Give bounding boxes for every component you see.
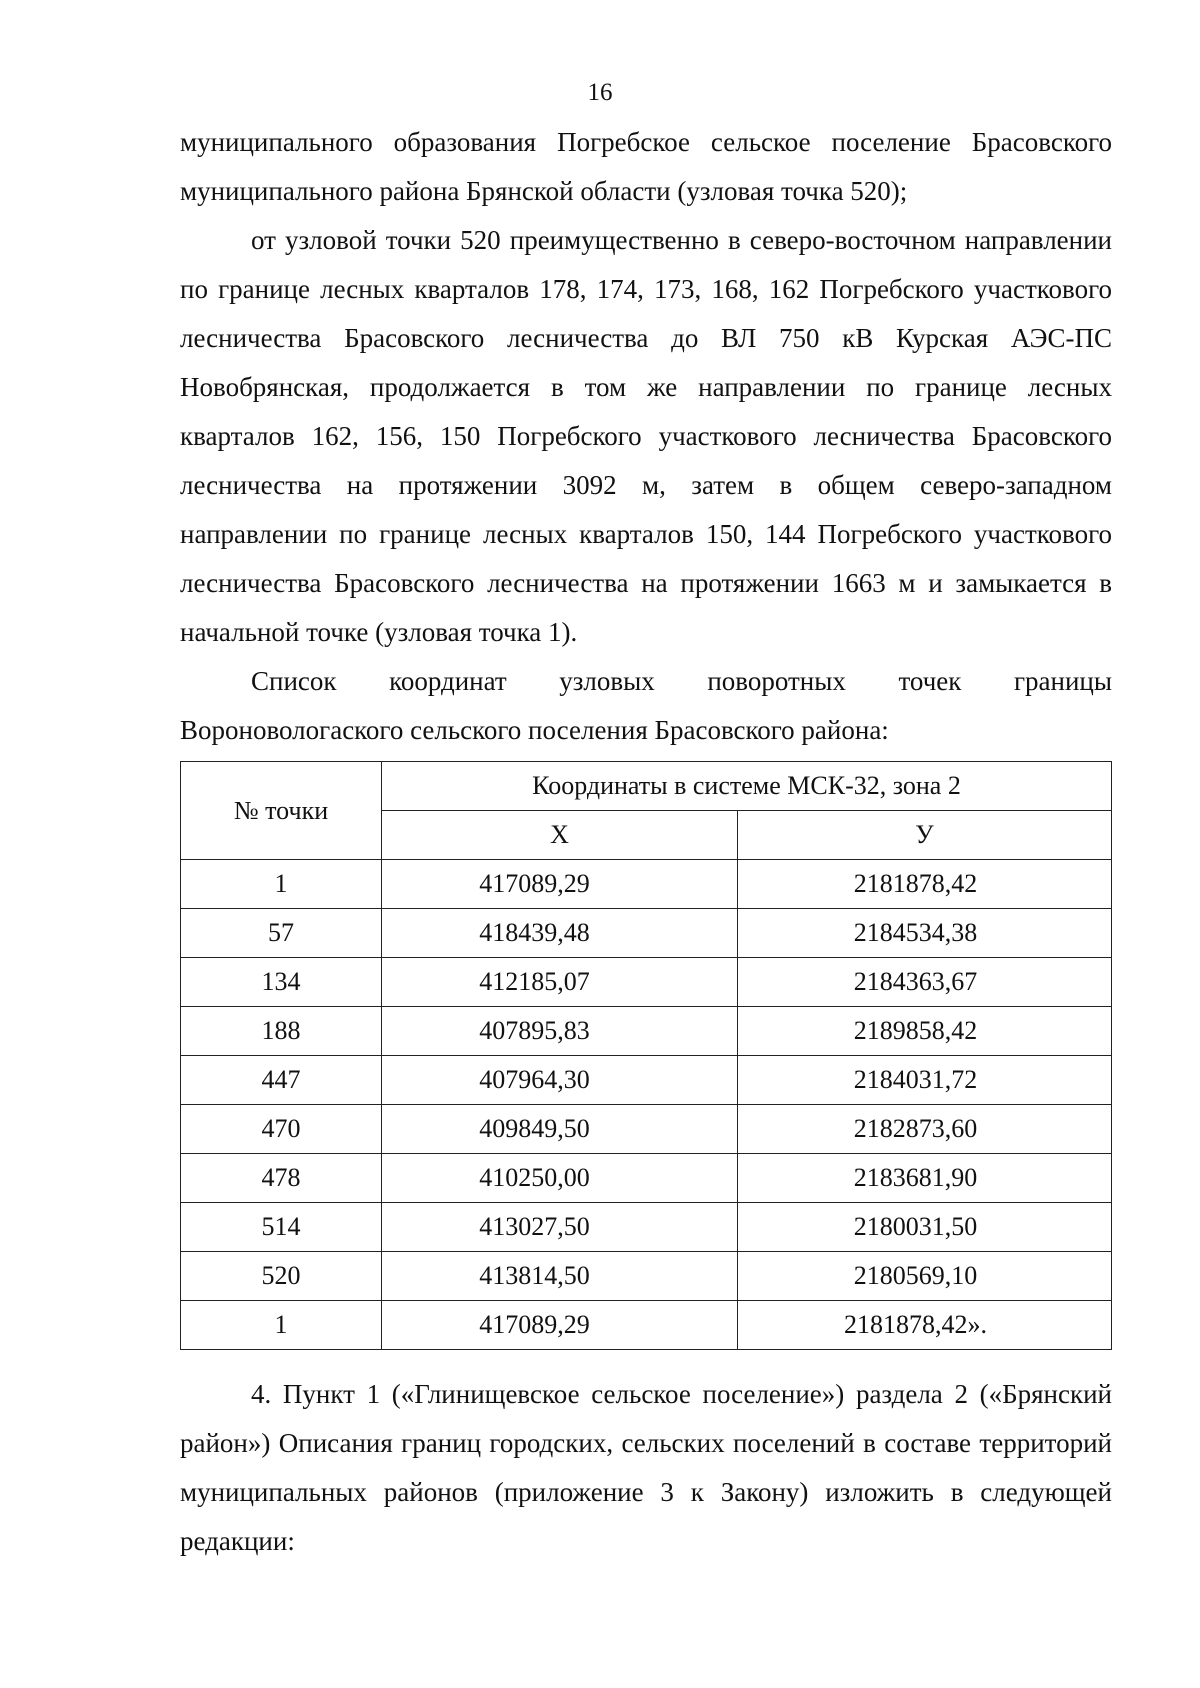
- cell-point-number: 1: [181, 860, 382, 909]
- cell-y: 2184031,72: [738, 1056, 1112, 1105]
- cell-point-number: 447: [181, 1056, 382, 1105]
- table-row: [181, 958, 1112, 1007]
- cell-x: 407895,83: [382, 1007, 738, 1056]
- cell-y: 2184363,67: [738, 958, 1112, 1007]
- cell-point-number: 478: [181, 1154, 382, 1203]
- table-row: [181, 1301, 1112, 1350]
- table-row: [181, 909, 1112, 958]
- header-x: Х: [382, 811, 738, 860]
- page-number: 16: [587, 79, 613, 106]
- cell-y: 2183681,90: [738, 1154, 1112, 1203]
- cell-y: 2180569,10: [738, 1252, 1112, 1301]
- table-row: [181, 1154, 1112, 1203]
- cell-y: 2189858,42: [738, 1007, 1112, 1056]
- cell-y: 2182873,60: [738, 1105, 1112, 1154]
- cell-x: 412185,07: [382, 958, 738, 1007]
- header-y: У: [738, 811, 1112, 860]
- cell-x: 409849,50: [382, 1105, 738, 1154]
- cell-y: 2181878,42».: [738, 1301, 1112, 1350]
- cell-y: 2184534,38: [738, 909, 1112, 958]
- cell-x: 410250,00: [382, 1154, 738, 1203]
- cell-x: 418439,48: [382, 909, 738, 958]
- cell-x: 413027,50: [382, 1203, 738, 1252]
- table-row: [181, 1007, 1112, 1056]
- paragraph-boundary-description: от узловой точки 520 преимущественно в северо-восточном направлении по границе лесных кварталов 178, 174, 173, 168, 162 Погребского участкового лесничества Брасовского лесничества до ВЛ 750 кВ Курская АЭС-ПС Новобрянская, продолжается в том же направлении по границе лесных кварталов 162, 156, 150 Погребского участкового лесничества Брасовского лесничества на протяжении 3092 м, затем в общем северо-западном направлении по границе лесных кварталов 150, 144 Погребского участкового лесничества Брасовского лесничества на протяжении 1663 м и замыкается в начальной точке (узловая точка 1).: [180, 225, 1112, 647]
- table-row: [181, 1203, 1112, 1252]
- table-row: [181, 860, 1112, 909]
- cell-x: 407964,30: [382, 1056, 738, 1105]
- coordinates-table: [180, 761, 1112, 1350]
- paragraph-continuation: муниципального образования Погребское сельское поселение Брасовского муниципального района Брянской области (узловая точка 520);: [180, 127, 1112, 206]
- cell-point-number: 1: [181, 1301, 382, 1350]
- cell-point-number: 57: [181, 909, 382, 958]
- document-body: [180, 118, 1112, 1566]
- table-row: [181, 1252, 1112, 1301]
- paragraph-coordinates-intro: Список координат узловых поворотных точек границы Вороновологаского сельского поселения Брасовского района:: [180, 666, 1112, 745]
- cell-y: 2181878,42: [738, 860, 1112, 909]
- header-coordinate-system: Координаты в системе МСК-32, зона 2: [382, 762, 1112, 811]
- cell-x: 417089,29: [382, 1301, 738, 1350]
- table-row: [181, 1056, 1112, 1105]
- cell-x: 413814,50: [382, 1252, 738, 1301]
- table-row: [181, 1105, 1112, 1154]
- cell-point-number: 470: [181, 1105, 382, 1154]
- cell-point-number: 134: [181, 958, 382, 1007]
- cell-point-number: 188: [181, 1007, 382, 1056]
- cell-x: 417089,29: [382, 860, 738, 909]
- cell-point-number: 520: [181, 1252, 382, 1301]
- cell-point-number: 514: [181, 1203, 382, 1252]
- paragraph-amendment-4: 4. Пункт 1 («Глинищевское сельское поселение») раздела 2 («Брянский район») Описания границ городских, сельских поселений в составе территорий муниципальных районов (приложение 3 к Закону) изложить в следующей редакции:: [180, 1379, 1112, 1556]
- cell-y: 2180031,50: [738, 1203, 1112, 1252]
- coordinates-table-body: [181, 860, 1112, 1350]
- header-point-number: № точки: [181, 762, 382, 860]
